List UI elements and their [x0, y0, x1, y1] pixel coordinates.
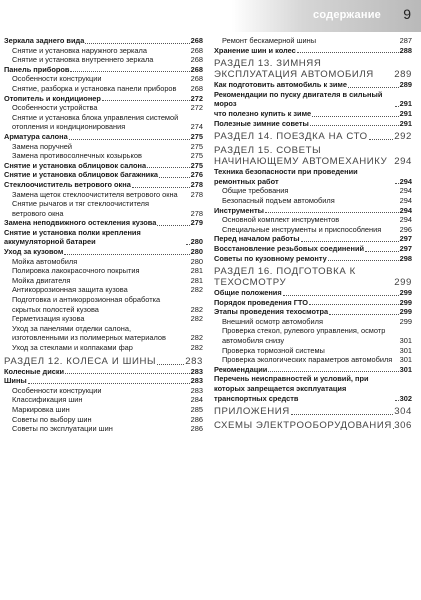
toc-entry[interactable] — [4, 170, 203, 180]
toc-dot-leader — [297, 51, 399, 53]
toc-entry[interactable] — [214, 206, 412, 216]
toc-dot-leader — [28, 382, 190, 384]
toc-entry-title: Классификация шин — [12, 395, 83, 405]
toc-page-number: 283 — [190, 366, 203, 376]
toc-page-number: 291 — [399, 118, 412, 128]
toc-dot-leader — [159, 176, 190, 178]
toc-entry-title: Проверка тормозной системы — [222, 345, 325, 355]
toc-dot-leader — [382, 231, 398, 232]
toc-entry-title: Особенности конструкции — [12, 74, 102, 84]
toc-entry-title: Мойка двигателя — [12, 275, 71, 285]
toc-entry-title: Полезные зимние советы — [214, 118, 309, 128]
toc-entry-title: Замена неподвижного остекления кузова — [4, 218, 157, 228]
toc-dot-leader — [365, 250, 399, 252]
toc-page-number: 287 — [399, 36, 412, 45]
toc-subentry[interactable] — [4, 257, 203, 267]
toc-subentry[interactable] — [214, 317, 412, 327]
toc-entry-title: Арматура салона — [4, 131, 68, 141]
toc-dot-leader — [85, 42, 189, 44]
toc-section-heading[interactable] — [214, 406, 412, 417]
toc-entry-title: Панель приборов — [4, 64, 70, 74]
toc-entry[interactable] — [214, 119, 412, 129]
toc-page-number: 304 — [394, 406, 412, 418]
toc-entry-title: Снятие и установка наружного зеркала — [12, 45, 147, 55]
toc-dot-leader — [265, 211, 399, 213]
toc-entry-title: Снятие и установка полки крепления аккумуляторной батареи — [4, 227, 141, 247]
toc-entry-title: Порядок проведения ГТО — [214, 297, 309, 307]
toc-page-number: 278 — [190, 179, 203, 189]
toc-entry-title: Снятие и установка внутреннего зеркала — [12, 55, 154, 65]
toc-page-number: 302 — [399, 393, 412, 403]
toc-dot-leader — [393, 362, 398, 363]
toc-page-number: 283 — [190, 376, 203, 386]
toc-entry[interactable] — [4, 180, 203, 190]
toc-dot-leader — [148, 52, 190, 53]
toc-page-number: 272 — [190, 103, 203, 113]
toc-entry-title: РАЗДЕЛ 13. ЗИМНЯЯ ЭКСПЛУАТАЦИЯ АВТОМОБИЛЯ — [214, 58, 374, 81]
toc-page-number: 268 — [190, 64, 203, 74]
toc-page-number: 297 — [399, 243, 412, 253]
toc-entry-title: Хранение шин и колес — [214, 45, 296, 55]
toc-dot-leader — [154, 62, 189, 63]
toc-page-number: 285 — [190, 404, 203, 414]
toc-entry-title: Снятие и установка блока управления системой отопления и кондиционирования — [12, 112, 179, 132]
toc-subentry[interactable] — [4, 424, 203, 434]
toc-entry-title: Антикоррозионная защита кузова — [12, 285, 128, 295]
toc-entry-title: РАЗДЕЛ 12. КОЛЕСА И ШИНЫ — [4, 355, 157, 367]
toc-entry[interactable] — [4, 36, 203, 46]
toc-page-number: 299 — [399, 316, 412, 326]
toc-entry-title: что полезно купить к зиме — [214, 108, 312, 118]
toc-page-number: 268 — [190, 83, 203, 93]
toc-page-number: 282 — [190, 285, 203, 295]
toc-page-number: 288 — [399, 45, 412, 55]
toc-entry[interactable] — [4, 228, 203, 247]
toc-entry[interactable] — [4, 132, 203, 142]
toc-page-number: 301 — [399, 355, 412, 365]
toc-subentry[interactable] — [4, 314, 203, 324]
toc-entry[interactable] — [214, 234, 412, 244]
toc-page-number: 292 — [394, 131, 412, 143]
toc-entry-title: РАЗДЕЛ 15. СОВЕТЫ НАЧИНАЮЩЕМУ АВТОМЕХАНИКУ — [214, 145, 388, 168]
toc-page-number: 294 — [399, 195, 412, 205]
toc-page-number: 275 — [190, 151, 203, 161]
toc-page-number: 299 — [399, 307, 412, 317]
toc-dot-leader — [179, 196, 190, 197]
toc-page-number: 268 — [190, 36, 203, 45]
toc-entry-title: Снятие, разборка и установка панели приборов — [12, 83, 177, 93]
toc-entry[interactable] — [214, 254, 412, 264]
toc-section-heading[interactable] — [214, 131, 412, 142]
toc-page-number: 289 — [394, 69, 412, 81]
toc-subentry[interactable] — [4, 199, 203, 218]
toc-dot-leader — [65, 372, 190, 374]
toc-entry-title: Перед началом работы — [214, 234, 300, 244]
toc-page-number: 294 — [399, 215, 412, 225]
toc-entry-title: Рекомендации по пуску двигателя в сильный мороз — [214, 89, 383, 109]
toc-page-number: 301 — [399, 345, 412, 355]
toc-subentry[interactable] — [4, 415, 203, 425]
toc-right-column — [214, 36, 412, 431]
toc-left-column — [4, 36, 203, 434]
toc-entry[interactable] — [214, 167, 412, 186]
toc-page-number: 283 — [190, 385, 203, 395]
toc-dot-leader — [85, 321, 189, 322]
toc-entry-title: ПРИЛОЖЕНИЯ — [214, 406, 290, 418]
toc-entry-title: Отопитель и кондиционер — [4, 93, 101, 103]
toc-page-number: 282 — [190, 314, 203, 324]
toc-subentry[interactable] — [4, 295, 203, 314]
toc-subentry[interactable] — [4, 324, 203, 343]
toc-entry[interactable] — [4, 94, 203, 104]
toc-entry-title: Внешний осмотр автомобиля — [222, 316, 323, 326]
toc-entry-title: Мойка автомобиля — [12, 256, 78, 266]
toc-dot-leader — [329, 313, 399, 315]
header-title: содержание — [313, 9, 381, 21]
toc-entry[interactable] — [214, 109, 412, 119]
toc-page-number: 268 — [190, 55, 203, 65]
toc-dot-leader — [177, 91, 189, 92]
toc-entry[interactable] — [4, 367, 203, 377]
toc-entry[interactable] — [214, 80, 412, 90]
toc-dot-leader — [71, 282, 189, 283]
toc-entry-title: Проверка стекол, рулевого управления, осмотр автомобиля снизу — [222, 326, 386, 346]
toc-entry-title: Уход за панелями отделки салона, изготовленными из полимерных материалов — [12, 323, 166, 343]
toc-section-heading[interactable] — [214, 58, 412, 80]
toc-entry-title: Ремонт бескамерной шины — [222, 36, 317, 45]
toc-entry-title: СХЕМЫ ЭЛЕКТРООБОРУДОВАНИЯ — [214, 420, 392, 432]
toc-entry[interactable] — [214, 307, 412, 317]
toc-entry-title: Зеркала заднего вида — [4, 36, 85, 45]
toc-dot-leader — [309, 303, 399, 305]
toc-dot-leader — [64, 253, 189, 255]
toc-subentry[interactable] — [4, 285, 203, 295]
toc-page-number: 283 — [185, 355, 203, 367]
toc-dot-leader — [317, 43, 399, 44]
toc-entry-title: Общие требования — [222, 186, 289, 196]
toc-entry-title: Восстановление резьбовых соединений — [214, 243, 365, 253]
toc-subentry[interactable] — [4, 142, 203, 152]
toc-page-number: 294 — [399, 176, 412, 186]
toc-entry-title: Особенности конструкции — [12, 385, 102, 395]
toc-dot-leader — [328, 259, 399, 261]
toc-page-number: 268 — [190, 74, 203, 84]
toc-subentry[interactable] — [4, 190, 203, 200]
toc-entry-title: Полировка лакокрасочного покрытия — [12, 266, 140, 276]
toc-dot-leader — [102, 392, 189, 393]
toc-page-number: 280 — [190, 256, 203, 266]
toc-dot-leader — [301, 240, 399, 242]
toc-dot-leader — [93, 421, 190, 422]
toc-entry-title: Как подготовить автомобиль к зиме — [214, 80, 348, 90]
toc-subentry[interactable] — [4, 276, 203, 286]
toc-dot-leader — [69, 138, 190, 140]
toc-page-number: 275 — [190, 141, 203, 151]
toc-page-number: 282 — [190, 333, 203, 343]
toc-subentry[interactable] — [4, 395, 203, 405]
toc-dot-leader — [336, 203, 399, 204]
toc-entry-title: Рекомендации — [214, 364, 268, 374]
toc-dot-leader — [283, 294, 399, 296]
toc-page-number: 294 — [399, 186, 412, 196]
toc-subentry[interactable] — [214, 225, 412, 235]
toc-subentry[interactable] — [214, 186, 412, 196]
toc-dot-leader — [129, 292, 190, 293]
toc-page-number: 294 — [399, 205, 412, 215]
toc-entry[interactable] — [214, 365, 412, 375]
toc-subentry[interactable] — [214, 196, 412, 206]
toc-dot-leader — [99, 110, 190, 111]
toc-entry-title: Особенности устройства — [12, 103, 98, 113]
toc-dot-leader — [78, 263, 189, 264]
toc-entry-title: Этапы проведения техосмотра — [214, 307, 329, 317]
toc-page-number: 280 — [190, 247, 203, 257]
toc-subentry[interactable] — [4, 343, 203, 353]
toc-dot-leader — [268, 370, 398, 372]
toc-page-number: 275 — [190, 160, 203, 170]
toc-dot-leader — [186, 340, 190, 341]
toc-section-heading[interactable] — [214, 145, 412, 167]
toc-entry[interactable] — [4, 218, 203, 228]
toc-subentry[interactable] — [4, 266, 203, 276]
toc-dot-leader — [340, 222, 398, 223]
toc-subentry[interactable] — [214, 346, 412, 356]
toc-subentry[interactable] — [4, 103, 203, 113]
toc-dot-leader — [71, 412, 190, 413]
toc-entry-title: Шины — [4, 376, 27, 386]
toc-subentry[interactable] — [214, 355, 412, 365]
toc-dot-leader — [147, 166, 190, 168]
toc-dot-leader — [395, 105, 399, 107]
toc-dot-leader — [186, 129, 190, 130]
toc-entry-title: Общие положения — [214, 288, 282, 298]
toc-dot-leader — [114, 431, 190, 432]
toc-entry-title: Стеклоочиститель ветрового окна — [4, 179, 131, 189]
toc-page-number: 278 — [190, 208, 203, 218]
toc-dot-leader — [70, 70, 189, 72]
toc-dot-leader — [134, 350, 190, 351]
toc-dot-leader — [84, 402, 190, 403]
toc-page-number: 274 — [190, 122, 203, 132]
toc-entry-title: Герметизация кузова — [12, 314, 85, 324]
toc-dot-leader — [395, 182, 399, 184]
toc-dot-leader — [186, 243, 190, 245]
toc-entry-title: Советы по выбору шин — [12, 414, 92, 424]
toc-page-number: 272 — [190, 93, 203, 103]
toc-entry-title: Специальные инструменты и приспособления — [222, 224, 382, 234]
toc-page-number: 301 — [399, 336, 412, 346]
toc-dot-leader — [348, 86, 399, 88]
toc-section-heading[interactable] — [214, 266, 412, 288]
toc-dot-leader — [157, 224, 189, 226]
toc-dot-leader — [369, 139, 394, 140]
toc-page-number: 298 — [399, 253, 412, 263]
toc-entry[interactable] — [4, 376, 203, 386]
toc-entry-title: Маркировка шин — [12, 404, 70, 414]
toc-page-number: 279 — [190, 218, 203, 228]
toc-entry-title: Снятие и установка облицовок багажника — [4, 170, 159, 180]
toc-page-number: 289 — [399, 80, 412, 90]
toc-entry-title: Уход за стеклами и колпаками фар — [12, 343, 133, 352]
toc-dot-leader — [186, 215, 190, 216]
toc-dot-leader — [73, 148, 190, 149]
toc-entry[interactable] — [214, 288, 412, 298]
toc-entry[interactable] — [4, 247, 203, 257]
toc-entry-title: Замена поручней — [12, 141, 73, 151]
toc-entry-title: РАЗДЕЛ 16. ПОДГОТОВКА К ТЕХОСМОТРУ — [214, 266, 356, 289]
toc-entry[interactable] — [214, 374, 412, 403]
toc-subentry[interactable] — [214, 215, 412, 225]
toc-entry[interactable] — [214, 244, 412, 254]
toc-page-number: 297 — [399, 234, 412, 244]
toc-dot-leader — [291, 414, 393, 415]
toc-entry-title: Уход за кузовом — [4, 247, 64, 257]
toc-page-number: 275 — [190, 131, 203, 141]
toc-page-number: 286 — [190, 424, 203, 434]
toc-page-number: 294 — [394, 156, 412, 168]
toc-entry-title: Подготовка и антикоррозионная обработка скрытых полостей кузова — [12, 295, 161, 314]
toc-entry-title: Советы по кузовному ремонту — [214, 253, 327, 263]
toc-subentry[interactable] — [4, 405, 203, 415]
toc-page-number: 278 — [190, 189, 203, 199]
toc-dot-leader — [324, 323, 399, 324]
toc-subentry[interactable] — [4, 386, 203, 396]
toc-entry-title: Снятие рычагов и тяг стеклоочистителя ветрового окна — [12, 199, 149, 218]
toc-entry-title: Основной комплект инструментов — [222, 215, 340, 225]
toc-page-number: 291 — [399, 99, 412, 109]
toc-page-number: 306 — [394, 420, 412, 432]
toc-dot-leader — [395, 399, 399, 401]
toc-dot-leader — [140, 273, 189, 274]
toc-subentry[interactable] — [4, 46, 203, 56]
toc-entry-title: Снятие и установка облицовок салона — [4, 160, 147, 170]
toc-entry-title: РАЗДЕЛ 14. ПОЕЗДКА НА СТО — [214, 131, 368, 143]
toc-dot-leader — [326, 352, 399, 353]
toc-subentry[interactable] — [4, 74, 203, 84]
toc-subentry[interactable] — [4, 55, 203, 65]
toc-dot-leader — [102, 81, 189, 82]
toc-subentry[interactable] — [4, 151, 203, 161]
toc-entry-title: Безопасный подъем автомобиля — [222, 195, 335, 205]
toc-page-number: 276 — [190, 170, 203, 180]
toc-section-heading[interactable] — [214, 420, 412, 431]
toc-subentry[interactable] — [4, 113, 203, 132]
toc-page-number: 281 — [190, 266, 203, 276]
toc-page-number: 299 — [399, 288, 412, 298]
toc-page-number: 268 — [190, 45, 203, 55]
toc-dot-leader — [102, 99, 190, 101]
toc-dot-leader — [132, 186, 190, 188]
toc-subentry[interactable] — [4, 84, 203, 94]
toc-page-number: 282 — [190, 304, 203, 314]
toc-dot-leader — [310, 124, 399, 126]
toc-entry[interactable] — [214, 90, 412, 109]
toc-page-number: 280 — [190, 237, 203, 247]
toc-page-number: 286 — [190, 414, 203, 424]
toc-entry[interactable] — [4, 161, 203, 171]
toc-entry-title: Техника безопасности при проведении ремонтных работ — [214, 167, 358, 186]
toc-dot-leader — [157, 364, 184, 365]
toc-subentry[interactable] — [214, 36, 412, 46]
toc-entry[interactable] — [214, 298, 412, 308]
toc-entry-title: Проверка экологических параметров автомобиля — [222, 355, 393, 365]
toc-entry-title: Перечень неисправностей и условий, при которых запрещается эксплуатация транспортных средств — [214, 374, 369, 403]
toc-entry[interactable] — [214, 46, 412, 56]
toc-entry-title: Замена противосолнечных козырьков — [12, 151, 142, 161]
toc-dot-leader — [312, 115, 398, 117]
toc-dot-leader — [289, 193, 398, 194]
toc-entry-title: Советы по эксплуатации шин — [12, 424, 113, 434]
toc-page-number: 281 — [190, 275, 203, 285]
toc-entry-title: Инструменты — [214, 205, 264, 215]
toc-entry-title: Замена щеток стеклоочистителя ветрового окна — [12, 189, 178, 199]
toc-page-number: 299 — [394, 277, 412, 289]
toc-page-number: 296 — [399, 224, 412, 234]
toc-dot-leader — [395, 343, 399, 344]
toc-entry-title: Колесные диски — [4, 366, 65, 376]
toc-dot-leader — [143, 158, 190, 159]
toc-entry[interactable] — [4, 65, 203, 75]
toc-subentry[interactable] — [214, 326, 412, 345]
toc-page-number: 282 — [190, 343, 203, 352]
toc-page-number: 301 — [399, 364, 412, 374]
toc-section-heading[interactable] — [4, 356, 203, 367]
page-number: 9 — [403, 6, 411, 22]
toc-page-number: 299 — [399, 297, 412, 307]
toc-page-number: 291 — [399, 108, 412, 118]
toc-page-number: 284 — [190, 395, 203, 405]
toc-dot-leader — [186, 311, 190, 312]
